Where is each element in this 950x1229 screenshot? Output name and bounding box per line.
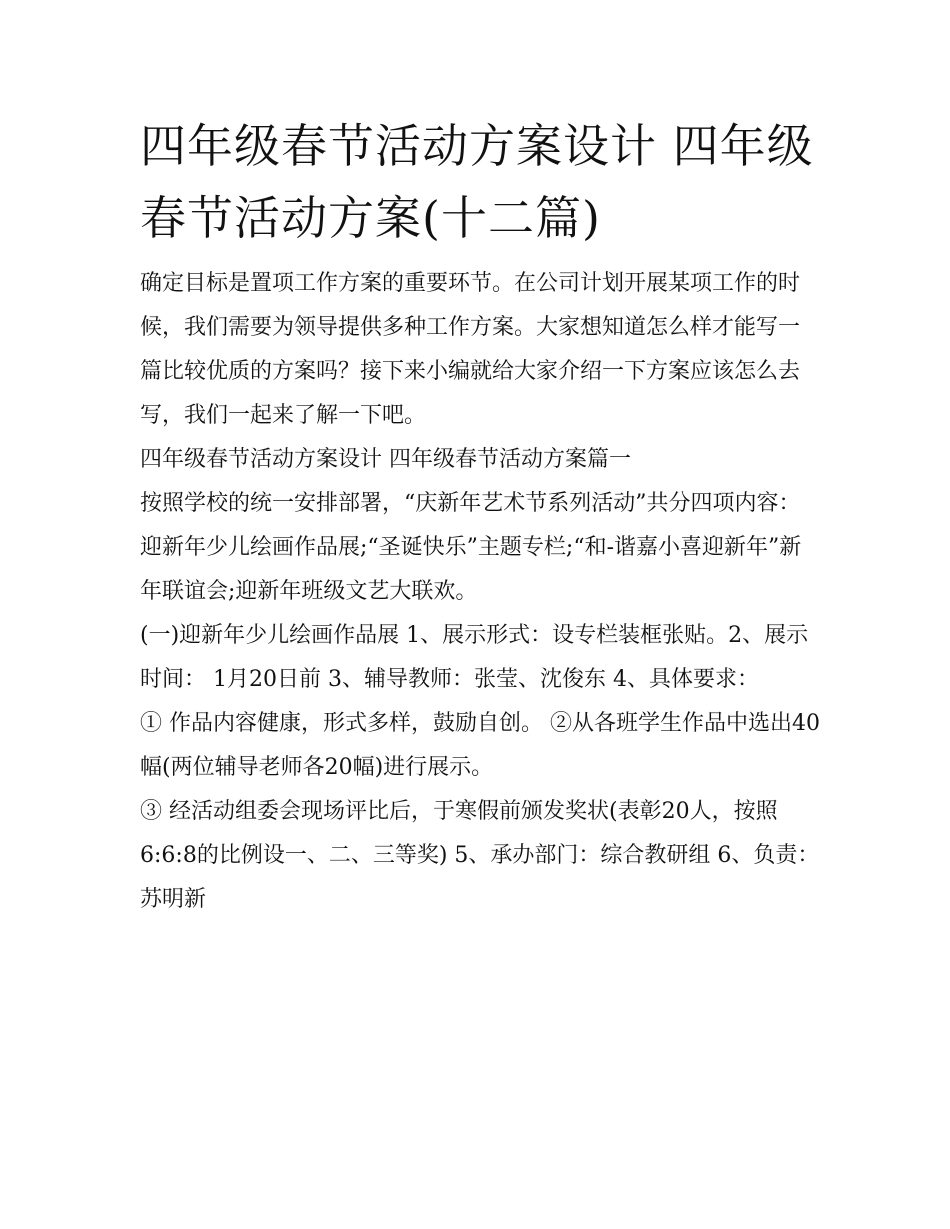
requirements-paragraph-1: ① 作品内容健康，形式多样，鼓励自创。 ②从各班学生作品中选出40幅(两位辅导老师各20幅)进行展示。 [140,711,820,780]
intro-paragraph: 确定目标是置项工作方案的重要环节。在公司计划开展某项工作的时候，我们需要为领导提供多种工作方案。大家想知道怎么样才能写一篇比较优质的方案吗？接下来小编就给大家介绍一下方案应该怎么去写，我们一起来了解一下吧。 [140,271,801,428]
document-page [140,110,820,922]
section-heading: 四年级春节活动方案设计 四年级春节活动方案篇一 [140,447,631,472]
document-title: 四年级春节活动方案设计 四年级春节活动方案(十二篇) [140,119,814,245]
exhibition-details-paragraph: (一)迎新年少儿绘画作品展 1、展示形式：设专栏装框张贴。2、展示时间： 1月20日前 3、辅导教师：张莹、沈俊东 4、具体要求： [140,623,809,692]
requirements-paragraph-2: ③ 经活动组委会现场评比后，于寒假前颁发奖状(表彰20人，按照6:6:8的比例设一、二、三等奖) 5、承办部门：综合教研组 6、负责：苏明新 [140,799,820,912]
activity-overview-paragraph: 按照学校的统一安排部署，“庆新年艺术节系列活动”共分四项内容：迎新年少儿绘画作品展;“圣诞快乐”主题专栏;“和-谐嘉小喜迎新年”新年联谊会;迎新年班级文艺大联欢。 [140,491,802,604]
